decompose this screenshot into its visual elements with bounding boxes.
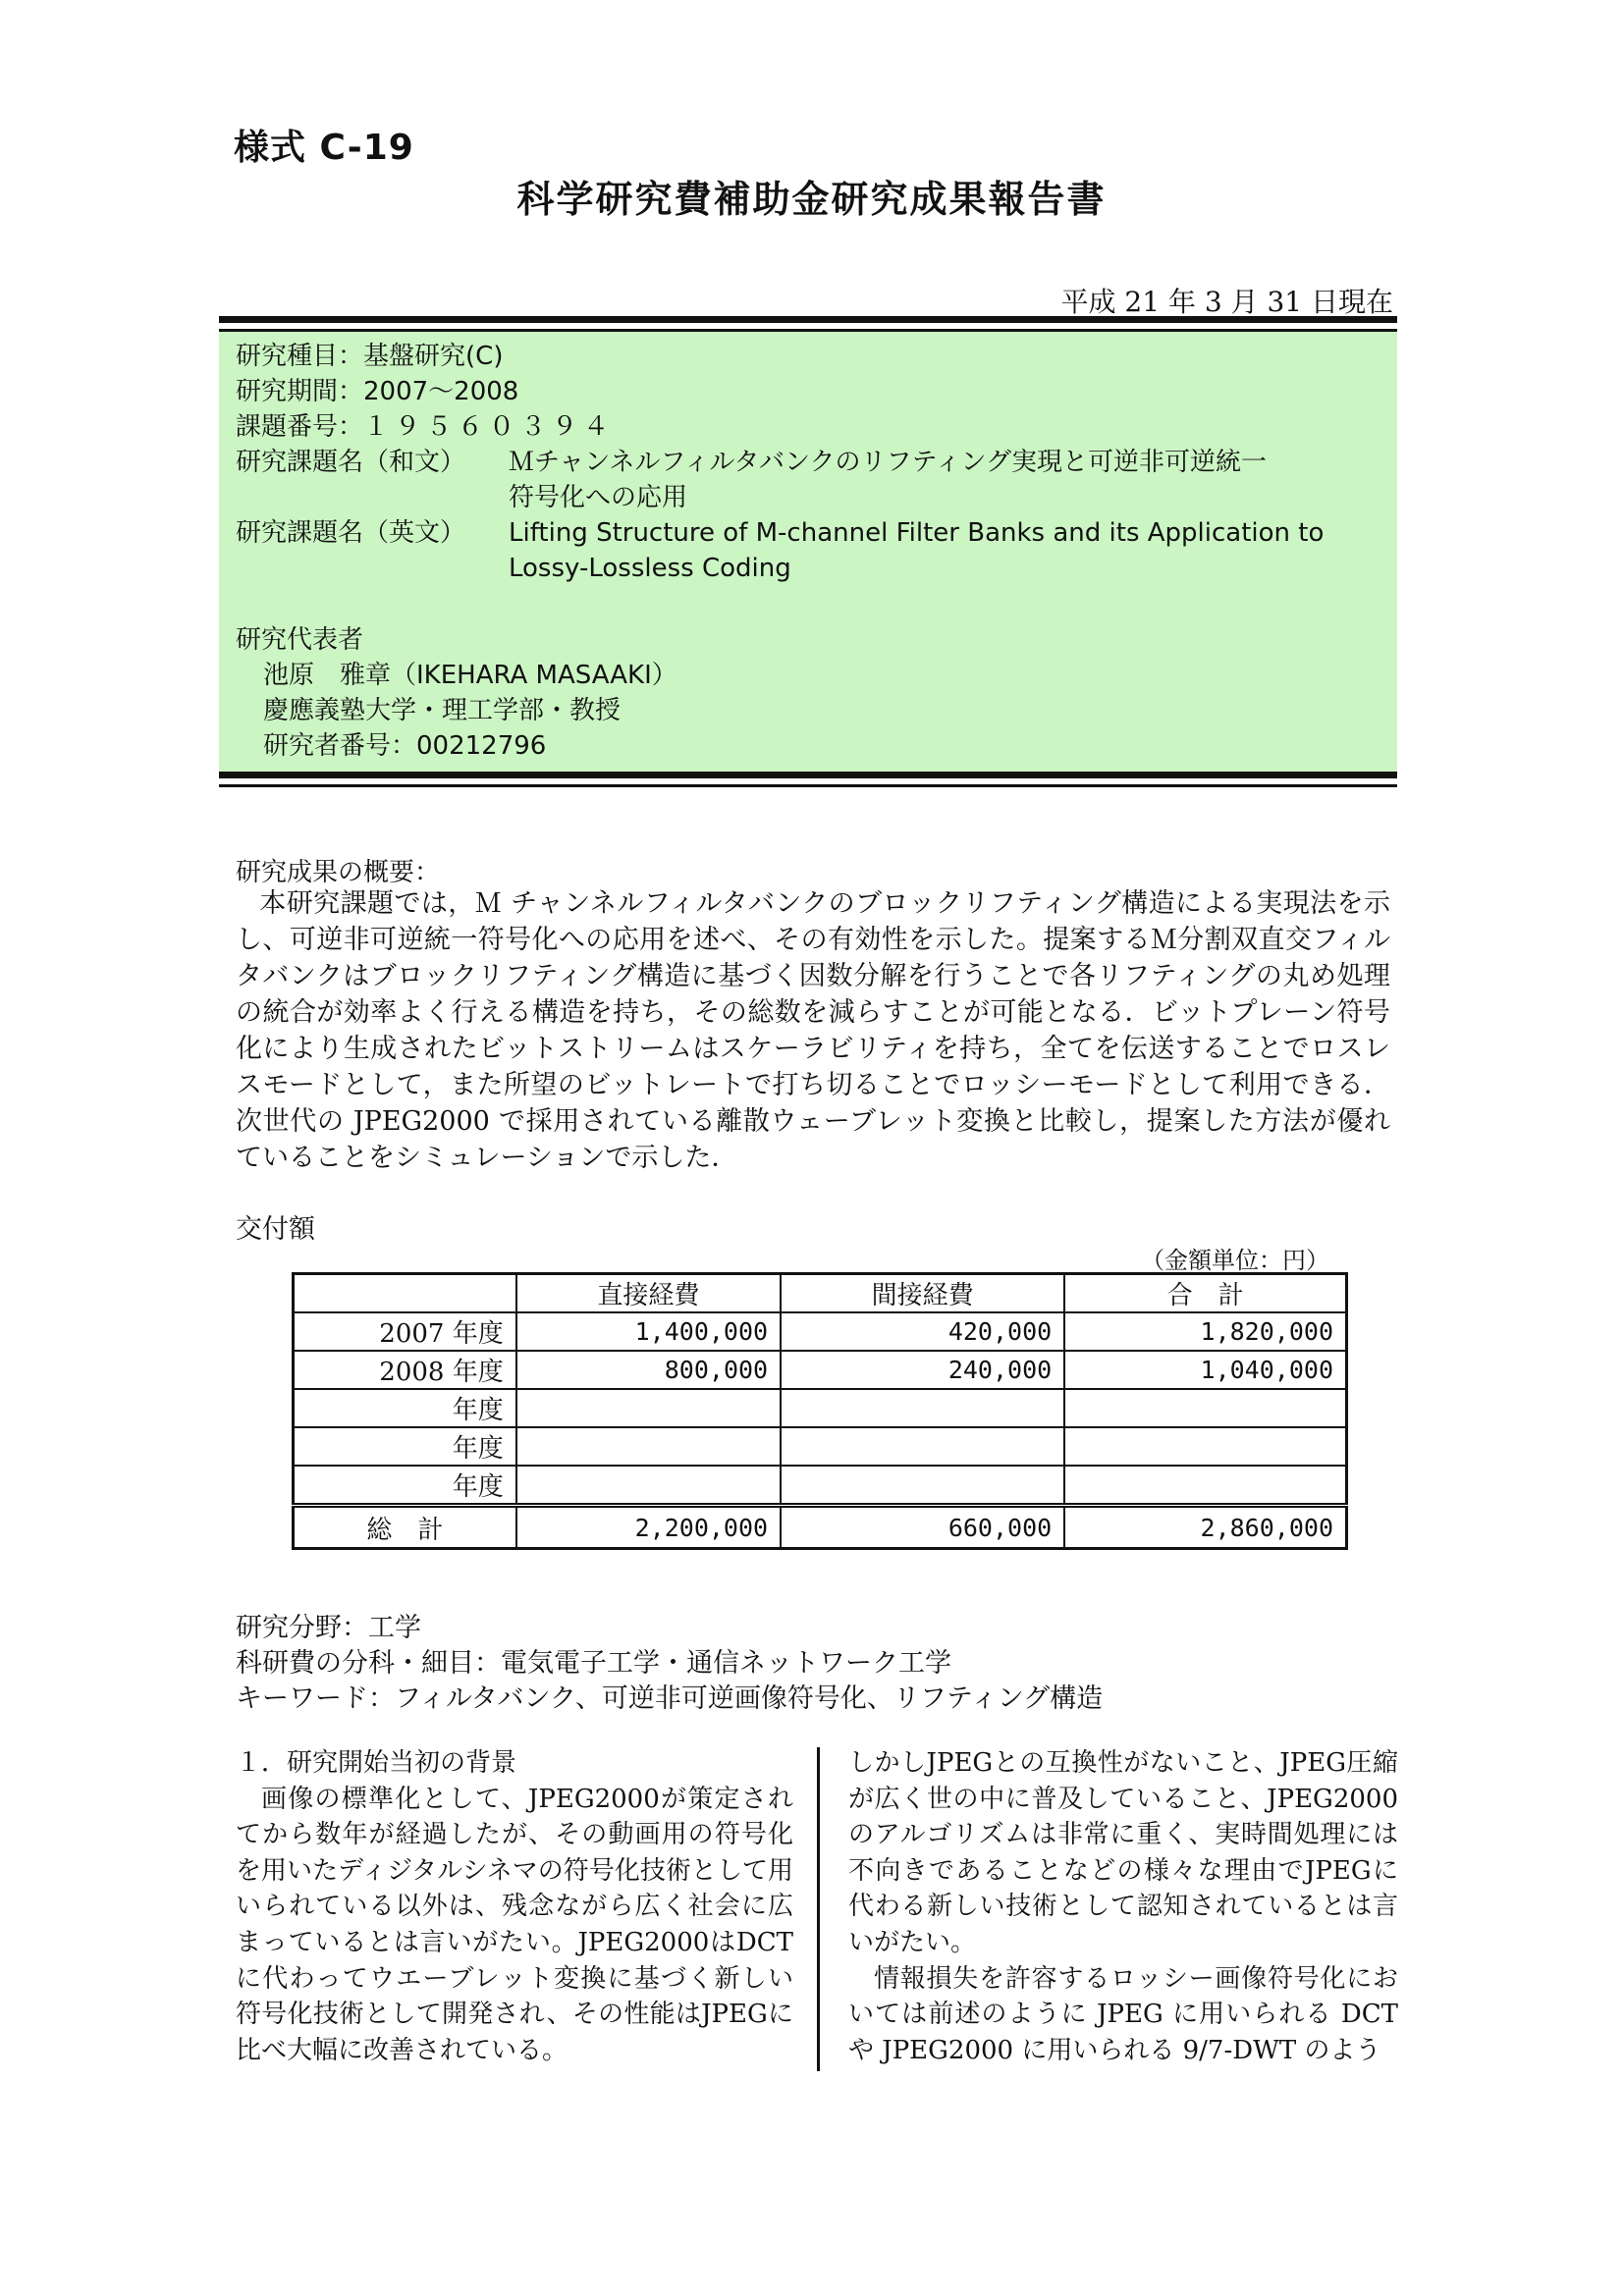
as-of-date: 平成 21 年 3 月 31 日現在	[1060, 286, 1393, 318]
title-en-line2: Lossy-Lossless Coding	[509, 554, 791, 583]
period-value: 2007～2008	[363, 377, 519, 406]
document-title: 科学研究費補助金研究成果報告書	[516, 178, 1107, 221]
top-double-rule	[219, 316, 1397, 332]
total-cell	[1064, 1427, 1346, 1466]
total-row	[294, 1506, 1347, 1549]
project-number-row	[236, 409, 615, 445]
keywords: キーワード：フィルタバンク、可逆非可逆画像符号化、リフティング構造	[236, 1683, 1104, 1714]
section-heading: １．研究開始当初の背景	[236, 1748, 517, 1778]
indirect-cell	[781, 1389, 1064, 1427]
body-right-column	[848, 1745, 1398, 2068]
right-paragraph-2: 情報損失を許容するロッシー画像符号化においては前述のように JPEG に用いられる DCT や JPEG2000 に用いられる 9/7-DWT のよう	[848, 1963, 1398, 2065]
title-jp-label: 研究課題名（和文）	[236, 448, 466, 477]
bottom-double-rule	[219, 772, 1397, 787]
total-cell: 1,820,000	[1064, 1312, 1346, 1351]
year-cell: 年度	[294, 1389, 516, 1427]
representative-label: 研究代表者	[236, 625, 364, 655]
representative-name: 池原 雅章（IKEHARA MASAAKI）	[263, 661, 677, 690]
total-direct-cell: 2,200,000	[516, 1506, 781, 1549]
header-cell: 合 計	[1064, 1274, 1346, 1313]
column-divider	[817, 1747, 820, 2071]
table-row	[294, 1389, 1347, 1427]
right-paragraph-1: しかしJPEGとの互換性がないこと、JPEG圧縮が広く世の中に普及していること、JPEG2000のアルゴリズムは非常に重く、実時間処理には不向きであることなどの様々な理由でJPEGに代わる新しい技術として認知されているとは言いがたい。	[848, 1748, 1398, 1957]
grand-total-cell: 2,860,000	[1064, 1506, 1346, 1549]
header-cell: 直接経費	[516, 1274, 781, 1313]
indirect-cell: 420,000	[781, 1312, 1064, 1351]
summary-heading: 研究成果の概要：	[236, 858, 441, 887]
direct-cell: 800,000	[516, 1351, 781, 1389]
category-label: 研究種目：	[236, 342, 364, 371]
indirect-cell	[781, 1427, 1064, 1466]
total-indirect-cell: 660,000	[781, 1506, 1064, 1549]
grant-table	[292, 1272, 1348, 1550]
summary-text: 本研究課題では，Ｍ チャンネルフィルタバンクのブロックリフティング構造による実現法を示し、可逆非可逆統一符号化への応用を述べ、その有効性を示した。提案するＭ分割双直交フィルタバンクはブロックリフティング構造に基づく因数分解を行うことで各リフティングの丸め処理の統合が効率よく行える構造を持ち，その総数を減らすことが可能となる．ビットプレーン符号化により生成されたビットストリームはスケーラビリティを持ち，全てを伝送することでロスレスモードとして，また所望のビットレートで打ち切ることでロッシーモードとして利用できる．次世代の JPEG2000 で採用されている離散ウェーブレット変換と比較し，提案した方法が優れていることをシミュレーションで示した．	[236, 888, 1390, 1173]
left-paragraph: 画像の標準化として、JPEG2000が策定されてから数年が経過したが、その動画用の符号化を用いたディジタルシネマの符号化技術として用いられている以外は、残念ながら広く社会に広まっているとは言いがたい。JPEG2000はDCTに代わってウエーブレット変換に基づく新しい符号化技術として開発され、その性能はJPEGに比べ大幅に改善されている。	[236, 1784, 794, 2065]
category-row	[236, 339, 503, 374]
unit-note: （金額単位：円）	[1141, 1247, 1329, 1274]
title-jp-line1: Ｍチャンネルフィルタバンクのリフティング実現と可逆非可逆統一	[509, 448, 1267, 477]
header-cell	[294, 1274, 516, 1313]
form-number: 様式 C-19	[234, 128, 414, 168]
grant-header-row	[294, 1274, 1347, 1313]
table-row	[294, 1312, 1347, 1351]
table-row	[294, 1466, 1347, 1506]
year-cell: 年度	[294, 1427, 516, 1466]
project-number-label: 課題番号：	[236, 412, 364, 442]
period-label: 研究期間：	[236, 377, 364, 406]
table-row	[294, 1427, 1347, 1466]
direct-cell: 1,400,000	[516, 1312, 781, 1351]
period-row	[236, 374, 518, 409]
total-cell	[1064, 1389, 1346, 1427]
title-jp-line2: 符号化への応用	[509, 483, 688, 512]
header-cell: 間接経費	[781, 1274, 1064, 1313]
total-label-cell: 総 計	[294, 1506, 516, 1549]
title-en-line1: Lifting Structure of M-channel Filter Banks and its Application to	[509, 518, 1325, 548]
indirect-cell	[781, 1466, 1064, 1506]
researcher-id: 研究者番号：00212796	[263, 731, 547, 761]
year-cell: 2007 年度	[294, 1312, 516, 1351]
direct-cell	[516, 1389, 781, 1427]
year-cell: 年度	[294, 1466, 516, 1506]
research-field: 研究分野：工学	[236, 1613, 421, 1643]
year-cell: 2008 年度	[294, 1351, 516, 1389]
grant-label: 交付額	[236, 1214, 315, 1245]
body-left-column	[236, 1745, 793, 2068]
project-number-value: １９５６０３９４	[363, 412, 616, 442]
indirect-cell: 240,000	[781, 1351, 1064, 1389]
research-division: 科研費の分科・細目：電気電子工学・通信ネットワーク工学	[236, 1648, 951, 1679]
table-row	[294, 1351, 1347, 1389]
direct-cell	[516, 1427, 781, 1466]
total-cell: 1,040,000	[1064, 1351, 1346, 1389]
category-value: 基盤研究(C)	[363, 342, 504, 371]
affiliation: 慶應義塾大学・理工学部・教授	[263, 696, 622, 725]
title-en-label: 研究課題名（英文）	[236, 518, 466, 548]
direct-cell	[516, 1466, 781, 1506]
total-cell	[1064, 1466, 1346, 1506]
